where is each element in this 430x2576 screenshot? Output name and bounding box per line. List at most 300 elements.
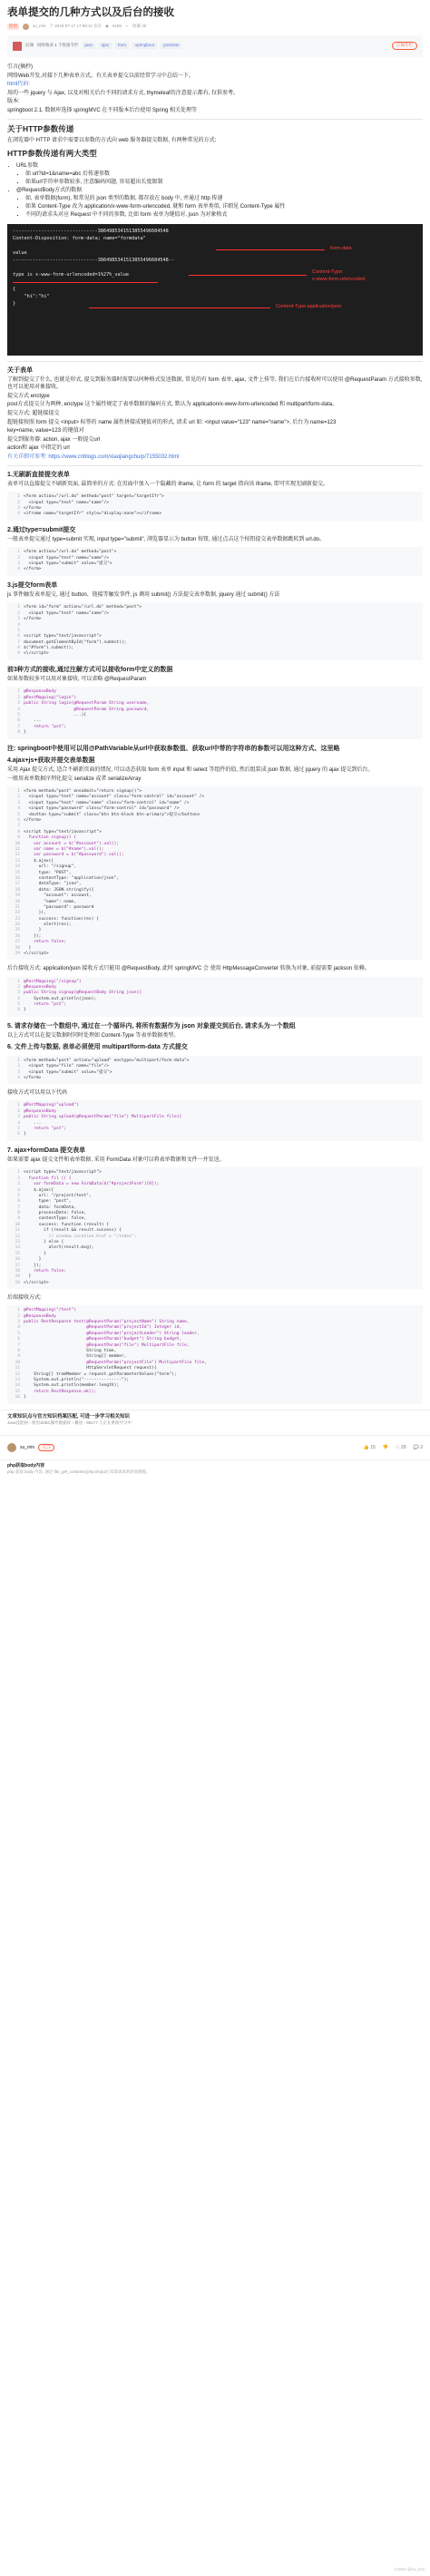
code-text: </form> [24, 617, 42, 622]
line-number: 13 [15, 1377, 20, 1382]
line-number: 8 [17, 730, 20, 736]
line-number: 4 [17, 1120, 20, 1126]
original-badge: 原创 [9, 24, 17, 29]
section-heading-form: 关于表单 [7, 366, 33, 374]
terminal-line [13, 243, 417, 250]
code-text: return false; [24, 940, 67, 945]
line-number: 9 [17, 1354, 20, 1360]
terminal-line: type is x-www-form-urlencoded=1%27%_value [13, 272, 130, 278]
code-text: "account": account, [24, 893, 92, 899]
favorite-count[interactable]: 收藏 29 [132, 24, 147, 29]
line-number: 15 [15, 870, 20, 875]
code-text: @RequestParam("projectLeader") String leader, [24, 1331, 200, 1336]
line-number: 9 [17, 651, 20, 657]
line-number: 16 [15, 875, 20, 881]
line-number: 16 [15, 1395, 20, 1400]
publish-date: 于 2019-07-17 17:58:11 发布 [49, 24, 102, 29]
intro-p2: 用的一些 jquery 与 Ajax, 以及对相关后台不同的请求方式, thymeleaf的注意提示都有, 仅供参考。 [7, 90, 239, 96]
code-text: System.out.println("---------------"); [24, 1377, 130, 1382]
collect-count: 29 [401, 1444, 406, 1450]
code-text: String[] tremMember = request.getParameterValues("term"); [24, 1371, 177, 1377]
code-text: @RequestParam("file") MultipartFile file, [24, 1342, 190, 1348]
line-number: 2 [17, 984, 20, 990]
code-text: System.out.println(member.length); [24, 1383, 120, 1389]
code-text: </form> [24, 505, 42, 511]
line-number: 26 [15, 933, 20, 939]
terminal-line: ------------------------------3864985341513855496684548-- [13, 258, 175, 264]
thumb-down-icon: 👎 [382, 1444, 389, 1450]
terminal-line: "hi":"hi" [13, 294, 50, 300]
line-number: 23 [15, 916, 20, 922]
code-text: } [24, 1274, 32, 1280]
line-number: 2 [17, 500, 20, 505]
code-text: <form action="/url.do" method="post"> [24, 550, 117, 555]
line-number: 8 [17, 1211, 20, 1216]
line-number: 3 [17, 1320, 20, 1325]
code-text: success: function(res) { [24, 916, 99, 922]
code-line [11, 1008, 419, 1013]
article-meta [0, 23, 430, 32]
summary-p5: 超链接按照 form 提交 <input> 标签的 name 属性拼接成键值对的形式, 请求 url 如: <input value="123" name="name">, 后台为 name=123 [7, 419, 337, 425]
code-line [11, 1076, 419, 1081]
related-knowledge [0, 1410, 430, 1429]
line-number: 4 [17, 1076, 20, 1080]
line-number: 6 [17, 1132, 20, 1137]
line-number: 1 [17, 550, 20, 555]
code-line [11, 567, 419, 572]
intro-p1: 网络Web开发,对接下几种表单方式。有关表单提交以前经常学习中总结一下。 [7, 73, 194, 79]
code-text: alert(result.msg); [24, 1245, 94, 1251]
code-text: <\/script> [24, 1280, 49, 1285]
code-text: String time, [24, 1349, 117, 1353]
line-number: 3 [17, 1182, 20, 1187]
annotation-json: Content-Type:application/json [276, 304, 342, 310]
code-text: function signup() { [24, 835, 77, 841]
column-desc: 同时收录 1 个优质专栏 [37, 43, 79, 48]
code-text: <form action="/url.do" method="post" target="targetIfr"> [24, 494, 164, 500]
comment-icon: 💬 [413, 1444, 419, 1450]
line-number: 4 [17, 567, 20, 572]
code-text: @RequestParam String password, [24, 707, 150, 712]
code-text: return "pst"; [24, 724, 67, 729]
code-text: HttpServletRequest request){ [24, 1366, 157, 1371]
line-number: 6 [17, 634, 20, 639]
code-text: } [24, 1395, 26, 1400]
line-number: 28 [15, 945, 20, 951]
terminal-line: ------------------------------3864985341513855496684548 [13, 229, 169, 235]
code-text: url: "/project/test", [24, 1193, 92, 1198]
code-text: processData: false, [24, 1211, 87, 1216]
code-block [7, 547, 423, 576]
code-text: $.ajax({ [24, 1187, 54, 1193]
rec-title[interactable]: php获取body内容 [7, 1463, 45, 1469]
page-title: 表单提交的几种方式以及后台的接收 [7, 7, 174, 18]
sec2-desc: 一般表单提交通过 type=submit 实现, input type="submit", 浏览器显示为 button 按钮, 通过点击这个按钮提交表单数据跳转到 url.do。 [7, 537, 325, 543]
collect-button[interactable] [396, 1445, 406, 1451]
line-number: 14 [15, 1245, 20, 1251]
code-text: <form method="post" action="upload" enctype="multipart/form-data"> [24, 1058, 190, 1063]
related-desc[interactable]: Java技能树 › 使用JDBC操作数据库 › 概述 · 98177 人正在系统学习中 [7, 1420, 132, 1425]
line-number: 4 [17, 622, 20, 628]
line-number: 3 [17, 990, 20, 996]
code-block [7, 1167, 423, 1289]
code-text: var name = $("#name").val(); [24, 847, 104, 852]
code-text: ...){ [24, 712, 87, 717]
sec3-desc: js 事件触发表单提交, 通过 button、链接等触发事件, js 调用 submit() 方法提交表单数据, jquery 通过 submit() 方法 [7, 592, 280, 599]
code-text: <input type="submit" value="提交"> [24, 561, 112, 567]
code-text: } [24, 928, 42, 933]
thumb-up-icon: 👍 [363, 1444, 369, 1450]
line-number: 5 [17, 1193, 20, 1198]
code-text: @ResponseBody [24, 984, 56, 990]
code-text: } [24, 945, 32, 951]
code-line [11, 730, 419, 736]
line-number: 1 [17, 494, 20, 500]
section-heading-3: 3.js提交form表单 [7, 581, 58, 589]
code-text: }); [24, 1263, 42, 1268]
annotation-formdata: form-data [330, 246, 352, 252]
sec1-desc: 表单可以直接提交不刷新页面, 最简单的方式: 在页面中加入一个隐藏的 iframe, 让 form 的 target 指向该 iframe, 即可实现无刷新提交。 [7, 482, 329, 488]
line-number: 5 [17, 712, 20, 717]
sec4-desc: 采用 Ajax 提交方式, 适合不刷新页面的情况, 可以动态获取 form 表单 input 和 select 等组件的值, 然后组装成 json 数据, 通过 jquery 的 ajax 提交到后台。 [7, 767, 374, 774]
code-text: <input type="text" name="name"/> [24, 555, 110, 561]
line-number: 14 [15, 864, 20, 870]
code-text: @PostMapping("/test") [24, 1308, 77, 1313]
code-text: type: "post", [24, 1199, 72, 1205]
code-text: </form> [24, 1076, 42, 1080]
code-text: ... [24, 1120, 42, 1126]
line-number: 10 [15, 1222, 20, 1227]
line-number: 24 [15, 922, 20, 928]
code-line [11, 951, 419, 957]
column-tag-box [7, 35, 423, 57]
line-number: 16 [15, 1257, 20, 1263]
code-text: <input type="submit" value="提交"> [24, 1069, 112, 1075]
line-number: 4 [17, 1187, 20, 1193]
code-block [7, 977, 423, 1017]
code-text: type: "POST", [24, 870, 72, 875]
summary-p4: 提交方式: 超链接提交 [7, 411, 60, 417]
code-text: <input type="password" class="form-control" id="password" /> [24, 806, 180, 812]
sec5-desc: 以上方式可以在提交数据时同时处理如 Content-Type 等表单数据类型。 [7, 1033, 180, 1039]
code-text: <form id="form" action="/url.do" method="post"> [24, 605, 142, 610]
column-label[interactable]: 后端 [25, 43, 34, 48]
code-text: <iframe name="targetIfr" style="display:none"></iframe> [24, 512, 162, 517]
line-number: 18 [15, 887, 20, 893]
code-block [7, 1305, 423, 1403]
code-block [7, 687, 423, 738]
line-number: 15 [15, 1251, 20, 1256]
code-text: @PostMapping("upload") [24, 1103, 79, 1108]
line-number: 19 [15, 1274, 20, 1280]
line-number: 4 [17, 1325, 20, 1331]
code-block [7, 602, 423, 660]
line-number: 7 [17, 724, 20, 729]
list-item: ▪ 如, 表单数据(form), 和常见的 json 类型的数据, 都存放在 body 中, 并通过 http 传递 [25, 195, 423, 202]
code-text: } [24, 1257, 42, 1263]
code-text: String[] member, [24, 1354, 127, 1360]
line-number: 1 [17, 789, 20, 795]
tag-chip[interactable]: postman [161, 43, 181, 48]
code-text: public String login(@RequestParam String username, [24, 701, 150, 707]
list-item: • URL参数 [16, 162, 423, 170]
code-text: alert(res); [24, 922, 72, 928]
code-text: } [24, 1008, 26, 1013]
recommended-article[interactable] [0, 1459, 430, 1478]
code-text: @PostMapping("/signup") [24, 979, 82, 984]
line-number: 2 [17, 1108, 20, 1114]
list-item: ▪ 不同的请求头对应 Request 中不同的参数, 比如 form 表单为键值对, json 为对象格式 [25, 211, 423, 219]
code-text: @RequestParam("projectFile") MultipartFile file, [24, 1360, 207, 1365]
line-number: 12 [15, 853, 20, 858]
comment-button[interactable] [414, 1445, 423, 1451]
terminal-line: { [13, 287, 16, 293]
author-bar [0, 1435, 430, 1459]
annotation-urlencoded: Content-Type: x-www-form-urlencoded [312, 269, 366, 282]
line-number: 9 [17, 835, 20, 841]
list-item: ▪ 如果url字符串参数较多, 注意编码问题, 容易超出长度限制 [25, 179, 423, 186]
subscribe-column-button[interactable]: 订阅专栏 [392, 42, 417, 49]
section-heading-1: 1.无刷新直接提交表单 [7, 471, 70, 478]
line-number: 25 [15, 928, 20, 933]
code-text: @RequestParam("budget") String budget, [24, 1337, 182, 1342]
like-count: 15 [370, 1444, 376, 1450]
code-text: <input type="text" name="name"/> [24, 610, 110, 616]
line-number: 11 [15, 1228, 20, 1234]
recv-desc: 如果参数较多可以用对象接收, 可以省略 @RequestParam [7, 677, 147, 683]
author-name[interactable]: su_min [20, 1444, 35, 1450]
line-number: 12 [15, 1234, 20, 1239]
line-number: 11 [15, 847, 20, 852]
line-number: 2 [17, 1064, 20, 1069]
code-text: } [24, 730, 26, 736]
watermark: CSDN @su_min [394, 2566, 425, 2571]
code-line [11, 1281, 419, 1286]
http-list [16, 162, 423, 220]
code-line [11, 1395, 419, 1400]
code-text: data: JSON.stringify({ [24, 887, 94, 893]
section-subheading-http: HTTP参数传递有两大类型 [7, 149, 97, 159]
summary-p1: 了解到提交了什么, 也就是形式, 提交到服务器时需要以何种格式发送数据, 常见的有 form 表单, ajax, 文件上传等, 我们在后台接收时可以使用 @RequestParam 方式接收参数, 也可以使用对象接收。 [7, 377, 423, 391]
code-block [7, 492, 423, 521]
code-text: <button type="submit" class="btn btn-block btn-primary">提交</button> [24, 812, 200, 817]
code-text: function fil () { [24, 1176, 72, 1181]
line-number: 10 [15, 1360, 20, 1365]
terminal-line: Content-Disposition: form-data; name="formdata" [13, 236, 146, 242]
code-text: url: "/signup", [24, 864, 77, 870]
code-line [11, 651, 419, 657]
line-number: 29 [15, 951, 20, 957]
related-title: 文章知识点与官方知识档案匹配, 可进一步学习相关知识 [7, 1413, 131, 1420]
line-number: 4 [17, 806, 20, 812]
code-text: contentType: "application/json", [24, 875, 120, 881]
line-number: 7 [17, 824, 20, 829]
divider [7, 465, 423, 466]
comment-count: 2 [420, 1444, 423, 1450]
line-number: 3 [17, 561, 20, 567]
line-number: 6 [17, 1199, 20, 1205]
line-number: 8 [17, 1349, 20, 1353]
line-number: 2 [17, 1176, 20, 1181]
line-number: 6 [17, 818, 20, 824]
line-number: 11 [15, 1366, 20, 1371]
code-text: // window.location.href = "/index"; [24, 1234, 137, 1239]
follow-button[interactable]: 关注 [38, 1444, 54, 1452]
code-text: System.out.println(json); [24, 996, 97, 1001]
tag-chip[interactable]: form [115, 43, 129, 48]
summary-p6: key=name, value=123 的键值对 [7, 428, 84, 434]
code-text: <form method="post" onsubmit="return signup()"> [24, 789, 142, 795]
line-number: 2 [17, 1313, 20, 1319]
annotation-arrow [189, 275, 307, 276]
star-icon: ☆ [124, 24, 129, 29]
line-number: 18 [15, 1269, 20, 1273]
author-avatar[interactable] [7, 1443, 16, 1452]
line-number: 6 [17, 718, 20, 724]
code-text: dataType: "json", [24, 882, 82, 887]
line-number: 5 [17, 1127, 20, 1132]
line-number: 13 [15, 858, 20, 864]
list-item: • @RequestBody方式的数据 [16, 187, 423, 194]
code-line [11, 512, 419, 517]
line-number: 15 [15, 1389, 20, 1394]
terminal-line: value [13, 250, 27, 257]
line-number: 1 [17, 1308, 20, 1313]
line-number: 2 [17, 695, 20, 700]
section-prefix-4: 注: springboot中使用可以用@PathVariable从url中获取参数值、获取url中带的字符串的参数可以用这种方式、这里略 [7, 745, 340, 752]
line-number: 14 [15, 1383, 20, 1389]
line-number: 9 [17, 1216, 20, 1222]
line-number: 2 [17, 555, 20, 561]
line-number: 1 [17, 689, 20, 695]
code-text: <script type="text/javascript"> [24, 1170, 102, 1176]
section-heading-receive: 前3种方式的接收,通过注解方式可以接收form中定义的数据 [7, 666, 173, 673]
line-number: 1 [17, 605, 20, 610]
code-text: </form> [24, 567, 42, 572]
tag-chip[interactable]: java [83, 43, 95, 48]
code-text: var password = $("#password").val(); [24, 853, 124, 858]
code-text: return "pst"; [24, 1002, 67, 1008]
line-number: 8 [17, 646, 20, 651]
code-block [7, 1056, 423, 1085]
code-text: @ResponseBody [24, 1313, 56, 1319]
divider [7, 119, 423, 120]
code-text: public String signup(@RequestBody String json){ [24, 990, 142, 996]
code-text: <\/script> [24, 951, 49, 957]
line-number: 22 [15, 911, 20, 916]
line-number: 3 [17, 1115, 20, 1120]
code-text: public RestResponse test(@RequestParam("projectName") String name, [24, 1320, 190, 1325]
line-number: 12 [15, 1371, 20, 1377]
divider [7, 361, 423, 362]
line-number: 4 [17, 996, 20, 1001]
summary-p7: 提交到服务器: action, ajax 一般提交url [7, 436, 101, 443]
intro-preface: 引言(摘抄) [7, 64, 33, 71]
author-avatar[interactable] [23, 24, 29, 30]
list-item: ▪ 如果 Content-Type 改为 application/x-www-form-urlencoded, 就和 form 表单类似, 详细见 Content-Type 属性 [25, 203, 423, 210]
line-number: 17 [15, 882, 20, 887]
line-number: 3 [17, 701, 20, 707]
line-number: 7 [17, 1205, 20, 1210]
annotation-underline [13, 282, 158, 283]
terminal-screenshot [7, 224, 423, 356]
annotation-arrow [89, 307, 270, 308]
line-number: 27 [15, 940, 20, 945]
code-block [7, 786, 423, 960]
code-text: <script type="text/javascript"> [24, 634, 102, 639]
eye-icon: ◉ [104, 24, 109, 29]
line-number: 3 [17, 1069, 20, 1075]
line-number: 2 [17, 610, 20, 616]
tag-chip[interactable]: ajax [99, 43, 112, 48]
section-heading-http: 关于HTTP参数传递 [7, 123, 74, 133]
line-number: 5 [17, 812, 20, 817]
view-count: 5199 [112, 24, 122, 29]
line-number: 1 [17, 979, 20, 984]
code-text: } [24, 1251, 46, 1256]
author-name[interactable]: su_min [33, 24, 46, 29]
tag-chip[interactable]: springboot [132, 43, 157, 48]
code-text: success: function (result) { [24, 1222, 110, 1227]
code-text: @ResponseBody [24, 1108, 56, 1114]
code-text: contentType: false, [24, 1216, 87, 1222]
summary-p2: 提交方式 enctype [7, 393, 50, 399]
code-text: ... [24, 718, 42, 724]
code-text: var formData = new FormData($("#projectForm")[0]); [24, 1182, 160, 1187]
rec-desc: php 获取 body 内容, 通过 file_get_contents('php://input') 读取请求的原始数据。 [7, 1469, 151, 1474]
line-number: 1 [17, 1103, 20, 1108]
sec4-note: 后台接收方式: application/json 接收方式只能用 @RequestBody, 此时 springMVC 会 使用 HttpMessageConverter 转换为对象, 前提需要 jackson 依赖。 [7, 966, 370, 972]
code-text: var account = $("#account").val(); [24, 841, 120, 846]
line-number: 5 [17, 628, 20, 633]
section-heading-4: 4.ajax+js+获取并提交表单数据 [7, 756, 95, 764]
line-number: 3 [17, 800, 20, 805]
code-text: if (result && result.success) { [24, 1228, 122, 1234]
terminal-line: } [13, 301, 16, 307]
line-number: 19 [15, 893, 20, 899]
line-number: 4 [17, 512, 20, 517]
code-text: @RequestParam("projectId") Integer id, [24, 1325, 182, 1331]
like-button[interactable] [364, 1445, 376, 1451]
line-number: 7 [17, 639, 20, 645]
line-number: 20 [15, 899, 20, 904]
code-text: <input type="file" name="file"/> [24, 1064, 110, 1069]
column-thumbnail[interactable] [13, 42, 22, 51]
code-text: }), [24, 911, 46, 916]
code-text: } else { [24, 1240, 64, 1245]
code-text: $.ajax({ [24, 858, 54, 864]
summary-p8: action和 ajax 中指定的 url [7, 445, 70, 452]
code-text: data: formData, [24, 1205, 77, 1210]
intro-html-title: html代码: [7, 82, 31, 88]
code-text: <input type="text" name="name"/> [24, 500, 110, 505]
author-toolbar [7, 1439, 423, 1456]
line-number: 8 [17, 829, 20, 834]
list-item: ▪ 如 url?id=1&name=abc 后传递参数 [25, 171, 423, 178]
code-text: }); [24, 933, 42, 939]
dislike-button[interactable] [383, 1445, 388, 1451]
line-number: 6 [17, 1337, 20, 1342]
code-text: return "pst"; [24, 1127, 67, 1132]
code-line [11, 1132, 419, 1137]
sec7-desc: 如果需要 ajax 提交文件和表单数据, 采用 FormData 对象可以将表单数据和文件一并发送。 [7, 1157, 225, 1164]
code-text: @ResponseBody [24, 689, 56, 695]
section-heading-2: 2.通过type=submit提交 [7, 526, 76, 533]
code-text: return false; [24, 1269, 67, 1273]
summary-reference-link[interactable]: 有关详细可参考: https://www.cnblogs.com/xiaojiangchu/p/7155032.html [7, 454, 180, 461]
sec7-recv: 后端接收方式: [7, 1295, 42, 1302]
code-text: @PostMapping("login") [24, 695, 77, 700]
